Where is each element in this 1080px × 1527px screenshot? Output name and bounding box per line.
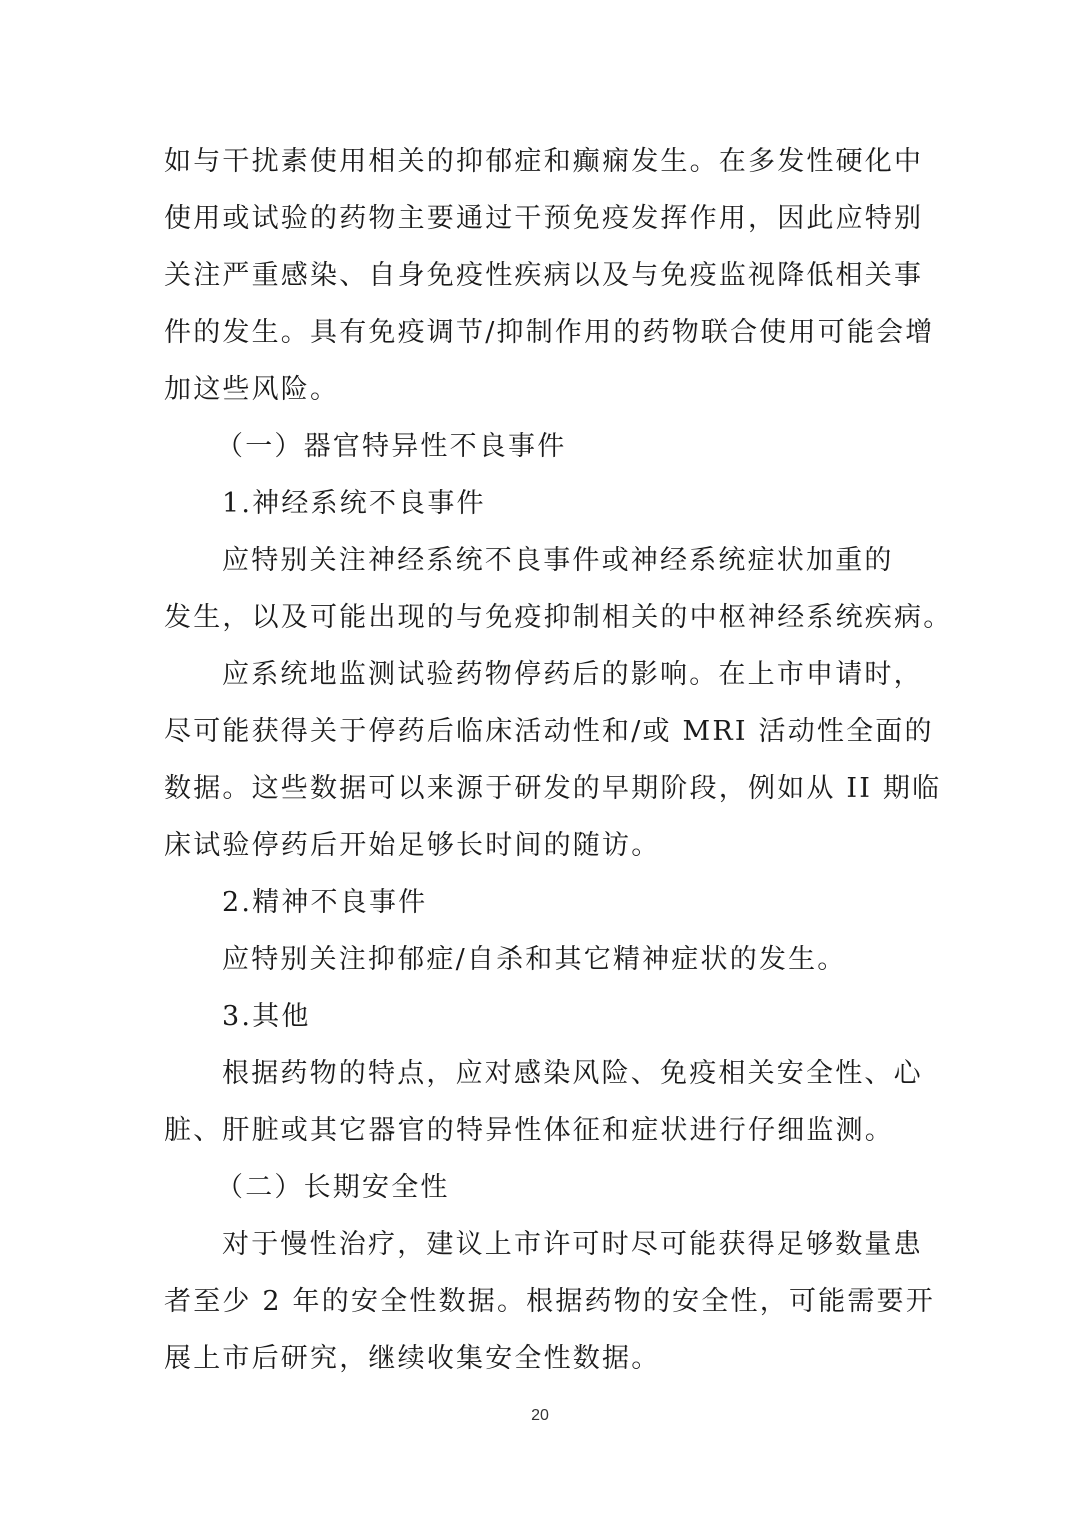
paragraph-line: 加这些风险。 [164, 374, 340, 405]
paragraph-line: 发生，以及可能出现的与免疫抑制相关的中枢神经系统疾病。 [164, 602, 953, 633]
paragraph-line: 关注严重感染、自身免疫性疾病以及与免疫监视降低相关事 [164, 260, 924, 291]
subsection-heading: 1.神经系统不良事件 [222, 488, 486, 519]
body-text [164, 133, 953, 1387]
paragraph-line: 者至少 2 年的安全性数据。根据药物的安全性，可能需要开 [164, 1286, 935, 1317]
paragraph-line: 脏、肝脏或其它器官的特异性体征和症状进行仔细监测。 [164, 1115, 894, 1146]
paragraph-line: 对于慢性治疗，建议上市许可时尽可能获得足够数量患 [222, 1229, 923, 1260]
page-number: 20 [531, 1407, 549, 1424]
paragraph-line: 如与干扰素使用相关的抑郁症和癫痫发生。在多发性硬化中 [164, 146, 924, 177]
paragraph-line: 使用或试验的药物主要通过干预免疫发挥作用，因此应特别 [164, 203, 924, 234]
subsection-heading: 3.其他 [222, 1001, 311, 1032]
paragraph-line: 根据药物的特点，应对感染风险、免疫相关安全性、心 [222, 1058, 923, 1089]
paragraph-line: 展上市后研究，继续收集安全性数据。 [164, 1343, 661, 1374]
paragraph-line: 床试验停药后开始足够长时间的随访。 [164, 830, 661, 861]
section-heading: （一）器官特异性不良事件 [216, 431, 567, 462]
paragraph-line: 应特别关注神经系统不良事件或神经系统症状加重的 [222, 545, 894, 576]
paragraph-line: 数据。这些数据可以来源于研发的早期阶段，例如从 II 期临 [164, 773, 942, 804]
section-heading: （二）长期安全性 [216, 1172, 450, 1203]
paragraph-line: 件的发生。具有免疫调节/抑制作用的药物联合使用可能会增 [164, 317, 935, 348]
paragraph-line: 尽可能获得关于停药后临床活动性和/或 MRI 活动性全面的 [164, 716, 934, 747]
paragraph-line: 应特别关注抑郁症/自杀和其它精神症状的发生。 [222, 944, 847, 975]
subsection-heading: 2.精神不良事件 [222, 887, 428, 918]
paragraph-line: 应系统地监测试验药物停药后的影响。在上市申请时， [222, 659, 923, 690]
